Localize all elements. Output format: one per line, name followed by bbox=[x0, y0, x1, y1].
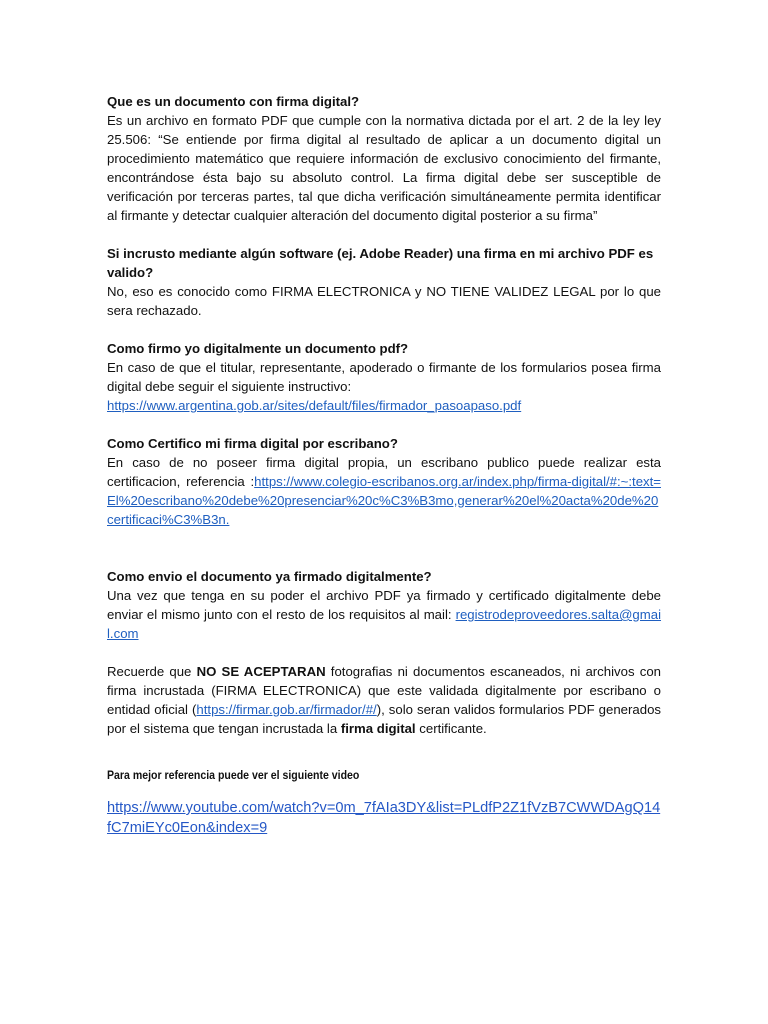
video-heading: Para mejor referencia puede ver el siguiente video bbox=[107, 768, 360, 782]
section-certifico-escribano bbox=[107, 434, 661, 529]
question-heading: Si incrusto mediante algún software (ej. Adobe Reader) una firma en mi archivo PDF es valido? bbox=[107, 246, 654, 280]
notice-text: ), solo seran validos formularios PDF generados por el sistema que tengan incrustada la bbox=[107, 702, 661, 736]
section-como-firmo bbox=[107, 339, 661, 415]
section-video bbox=[107, 766, 661, 838]
colegio-escribanos-link[interactable]: https://www.colegio-escribanos.org.ar/index.php/firma-digital/#:~:text=El%20escribano%20debe%20presenciar%20c%C3%B3mo,generar%20el%20acta%20de%20certificaci%C3%B3n. bbox=[107, 474, 661, 527]
notice-text: fotografias ni documentos escaneados, ni archivos con firma incrustada (FIRMA ELECTRONICA) que este validada digitalmente por escribano o entidad oficial ( bbox=[107, 664, 662, 717]
email-link[interactable]: registrodeproveedores.salta@gmail.com bbox=[107, 607, 662, 641]
question-heading: Como firmo yo digitalmente un documento pdf? bbox=[107, 341, 409, 356]
answer-text-content: En caso de no poseer firma digital propia, un escribano publico puede realizar esta certificacion, referencia : bbox=[107, 455, 661, 489]
answer-link-line bbox=[107, 396, 661, 415]
document-page bbox=[107, 92, 661, 838]
notice-bold-firma-digital: firma digital bbox=[340, 721, 416, 736]
section-como-envio bbox=[107, 567, 661, 643]
firmar-gob-link[interactable]: https://firmar.gob.ar/firmador/#/ bbox=[196, 702, 377, 717]
answer-text: Es un archivo en formato PDF que cumple con la normativa dictada por el art. 2 de la ley ley 25.506: “Se entiende por firma digital al resultado de aplicar a un documento digital un procedimiento matemático que requiere información de exclusivo conocimiento del firmante, encontrándose ésta bajo su absoluto control. La firma digital debe ser susceptible de verificación por terceras partes, tal que dicha verificación simultáneamente permita identificar al firmante y detectar cualquier alteración del documento digital posterior a su firma” bbox=[107, 113, 661, 223]
section-notice bbox=[107, 662, 661, 738]
question-heading: Como Certifico mi firma digital por escribano? bbox=[107, 436, 398, 451]
answer-text bbox=[107, 586, 661, 643]
answer-text-content: Una vez que tenga en su poder el archivo PDF ya firmado y certificado digitalmente debe enviar el mismo junto con el resto de los requisitos al mail: bbox=[107, 588, 661, 622]
notice-text: certificante. bbox=[415, 721, 487, 736]
video-link-line bbox=[107, 798, 661, 838]
youtube-video-link[interactable]: https://www.youtube.com/watch?v=0m_7fAIa3DY&list=PLdfP2Z1fVzB7CWWDAgQ14fC7miEYc0Eon&index=9 bbox=[107, 800, 661, 836]
section-firma-digital bbox=[107, 92, 661, 225]
notice-paragraph bbox=[107, 662, 661, 738]
question-heading: Como envio el documento ya firmado digitalmente? bbox=[107, 569, 432, 584]
instructivo-link[interactable]: https://www.argentina.gob.ar/sites/default/files/firmador_pasoapaso.pdf bbox=[107, 398, 522, 413]
section-firma-incrustada bbox=[107, 244, 661, 320]
question-heading: Que es un documento con firma digital? bbox=[107, 94, 360, 109]
answer-text: En caso de que el titular, representante, apoderado o firmante de los formularios posea firma digital debe seguir el siguiente instructivo: bbox=[107, 360, 661, 394]
answer-text bbox=[107, 453, 661, 529]
notice-text: Recuerde que bbox=[107, 664, 197, 679]
notice-bold-no-aceptaran: NO SE ACEPTARAN bbox=[196, 664, 326, 679]
answer-text: No, eso es conocido como FIRMA ELECTRONICA y NO TIENE VALIDEZ LEGAL por lo que sera rechazado. bbox=[107, 284, 661, 318]
